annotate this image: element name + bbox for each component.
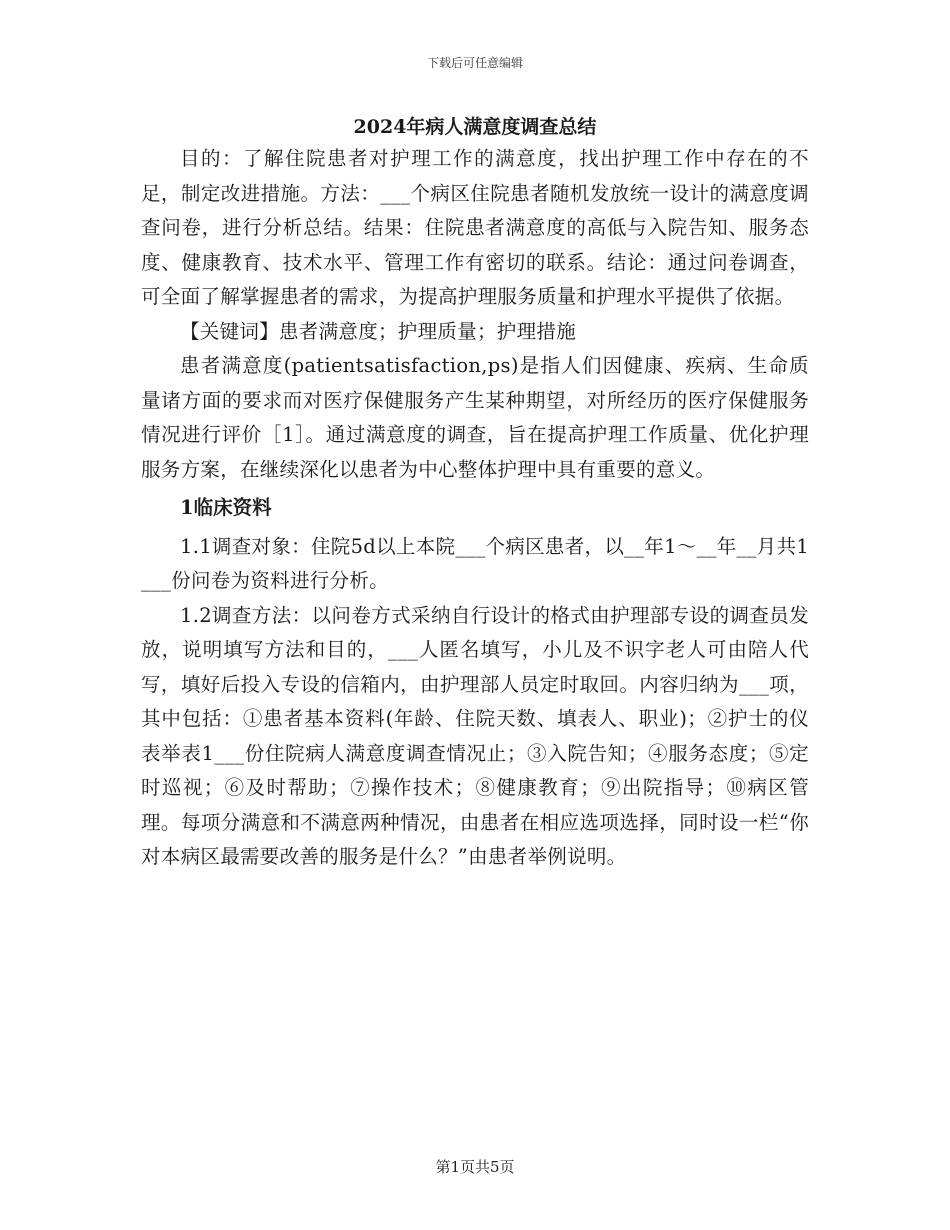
page-header-note: 下载后可任意编辑	[426, 56, 523, 70]
document-title: 2024年病人满意度调查总结	[353, 116, 597, 138]
document-body	[141, 112, 809, 875]
survey-subjects-paragraph: 1.1调查对象：住院5d以上本院___个病区患者，以__年1～__年__月共1___份问卷为资料进行分析。	[141, 534, 809, 592]
abstract-paragraph: 目的：了解住院患者对护理工作的满意度，找出护理工作中存在的不足，制定改进措施。方法：___个病区住院患者随机发放统一设计的满意度调查问卷，进行分析总结。结果：住院患者满意度的高低与入院告知、服务态度、健康教育、技术水平、管理工作有密切的联系。结论：通过问卷调查，可全面了解掌握患者的需求，为提高护理服务质量和护理水平提供了依据。	[141, 147, 809, 308]
keywords-paragraph: 【关键词】患者满意度；护理质量；护理措施	[180, 319, 577, 343]
survey-method-paragraph: 1.2调查方法：以问卷方式采纳自行设计的格式由护理部专设的调查员发放，说明填写方法和目的，___人匿名填写，小儿及不识字老人可由陪人代写，填好后投入专设的信箱内，由护理部人员定时取回。内容归纳为___项，其中包括：①患者基本资料(年龄、住院天数、填表人、职业)；②护士的仪表举表1___份住院病人满意度调查情况止；③入院告知；④服务态度；⑤定时巡视；⑥及时帮助；⑦操作技术；⑧健康教育；⑨出院指导；⑩病区管理。每项分满意和不满意两种情况，由患者在相应选项选择，同时设一栏“你对本病区最需要改善的服务是什么？”由患者举例说明。	[141, 603, 809, 868]
section-heading-clinical-data: 1临床资料	[180, 496, 272, 519]
intro-paragraph: 患者满意度(patientsatisfaction,ps)是指人们因健康、疾病、生命质量诸方面的要求而对医疗保健服务产生某种期望，对所经历的医疗保健服务情况进行评价［1］。通过满意度的调查，旨在提高护理工作质量、优化护理服务方案，在继续深化以患者为中心整体护理中具有重要的意义。	[141, 354, 809, 481]
page-footer-page-number: 第1页共5页	[435, 1158, 515, 1176]
